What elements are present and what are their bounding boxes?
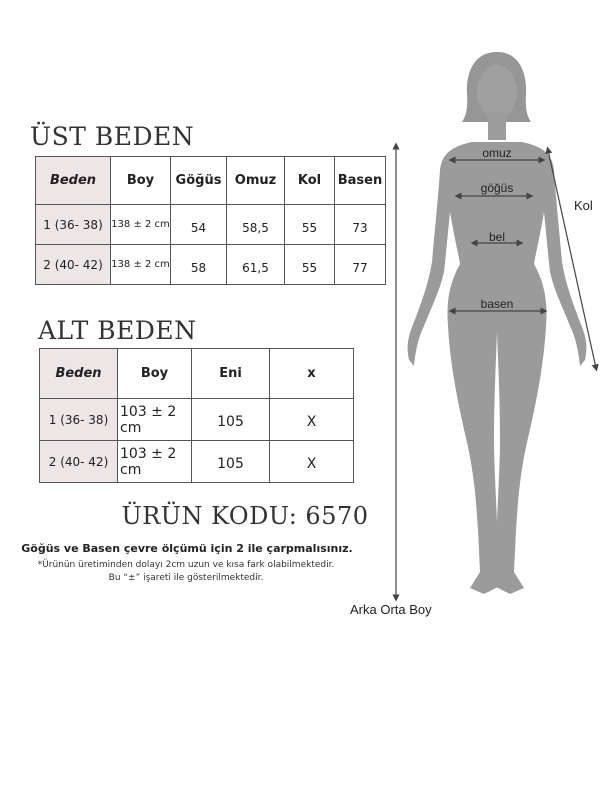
upper-size-table	[35, 156, 386, 285]
header-eni: Eni	[192, 349, 270, 399]
product-code: ÜRÜN KODU: 6570	[121, 502, 369, 530]
header-kol: Kol	[285, 157, 335, 205]
bel-label: bel	[488, 230, 506, 244]
neck-shape	[488, 112, 506, 140]
omuz-label: omuz	[482, 146, 512, 160]
size-cell: 1 (36- 38)	[40, 399, 118, 441]
body-measurement-figure	[340, 40, 600, 640]
header-gogus: Göğüs	[171, 157, 227, 205]
kol-cell: 55	[285, 205, 335, 245]
table-row	[40, 399, 354, 441]
upper-body-title: ÜST BEDEN	[30, 122, 195, 151]
body-shape	[408, 142, 587, 594]
measurement-note: Göğüs ve Basen çevre ölçümü için 2 ile çarpmalısınız.	[21, 542, 353, 555]
header-beden: Beden	[40, 349, 118, 399]
tolerance-note: *Ürünün üretiminden dolayı 2cm uzun ve kısa fark olabilmektedir.	[37, 560, 335, 570]
gogus-cell: 54	[171, 205, 227, 245]
header-boy: Boy	[111, 157, 171, 205]
header-beden: Beden	[36, 157, 111, 205]
omuz-cell: 58,5	[227, 205, 285, 245]
boy-cell: 138 ± 2 cm	[111, 205, 171, 245]
boy-cell: 138 ± 2 cm	[111, 245, 171, 285]
size-cell: 1 (36- 38)	[36, 205, 111, 245]
x-cell: X	[270, 399, 354, 441]
lower-body-title: ALT BEDEN	[38, 316, 197, 345]
eni-cell: 105	[192, 399, 270, 441]
gogus-label: göğüs	[480, 181, 514, 195]
silhouette	[408, 52, 587, 594]
size-cell: 2 (40- 42)	[40, 441, 118, 483]
table-row	[36, 205, 386, 245]
x-cell: X	[270, 441, 354, 483]
table-row	[36, 245, 386, 285]
basen-cell: 77	[335, 245, 386, 285]
eni-cell: 105	[192, 441, 270, 483]
table-header-row	[36, 157, 386, 205]
size-cell: 2 (40- 42)	[36, 245, 111, 285]
gogus-cell: 58	[171, 245, 227, 285]
tolerance-symbol-note: Bu “±” işareti ile gösterilmektedir.	[108, 573, 264, 583]
basen-label: basen	[480, 297, 514, 311]
lower-size-table	[39, 348, 354, 483]
head-shape	[477, 65, 517, 119]
kol-cell: 55	[285, 245, 335, 285]
basen-cell: 73	[335, 205, 386, 245]
header-boy: Boy	[118, 349, 192, 399]
arka-orta-boy-label: Arka Orta Boy	[350, 602, 432, 617]
header-x: x	[270, 349, 354, 399]
table-row	[40, 441, 354, 483]
header-basen: Basen	[335, 157, 386, 205]
boy-cell: 103 ± 2 cm	[118, 441, 192, 483]
header-omuz: Omuz	[227, 157, 285, 205]
kol-label: Kol	[574, 198, 593, 213]
table-header-row	[40, 349, 354, 399]
omuz-cell: 61,5	[227, 245, 285, 285]
boy-cell: 103 ± 2 cm	[118, 399, 192, 441]
